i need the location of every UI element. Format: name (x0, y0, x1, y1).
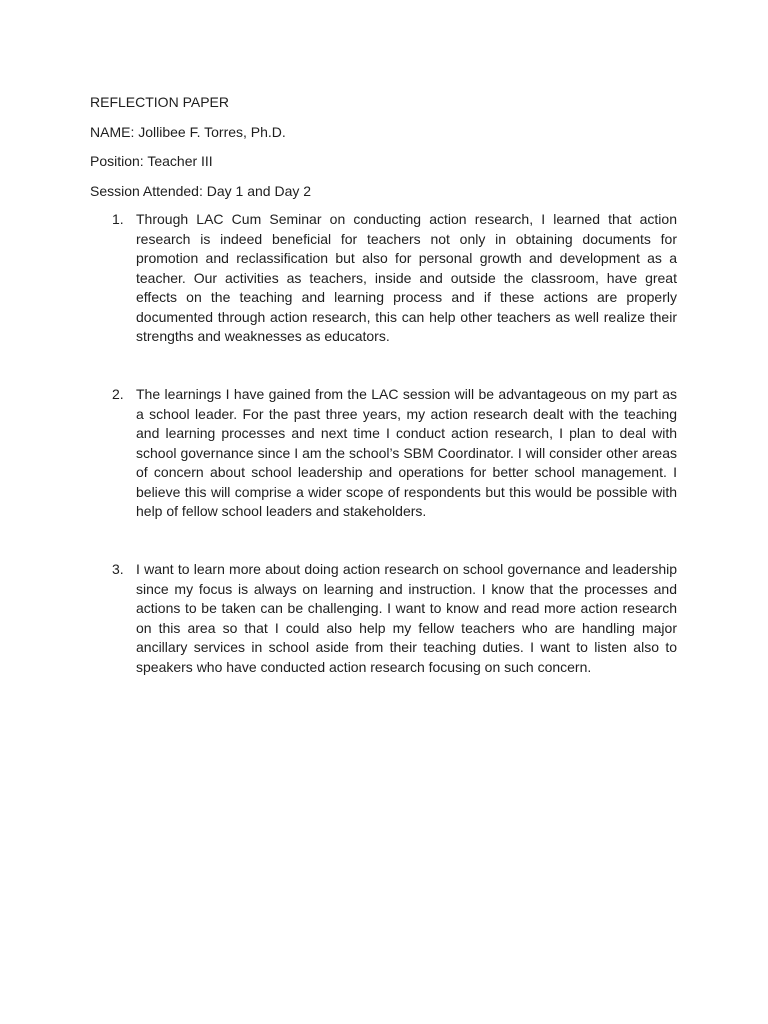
session-attended: Session Attended: Day 1 and Day 2 (90, 183, 312, 199)
author-name: NAME: Jollibee F. Torres, Ph.D. (90, 124, 286, 140)
item-number: 1. (112, 211, 124, 227)
item-number: 2. (112, 386, 124, 402)
author-position: Position: Teacher III (90, 153, 213, 169)
document-title: REFLECTION PAPER (90, 94, 229, 110)
item-number: 3. (112, 561, 124, 577)
reflection-item-3 (112, 560, 677, 677)
reflection-item-2 (112, 385, 677, 522)
item-text: I want to learn more about doing action research on school governance and leadership since my focus is always on learning and instruction. I know that the processes and actions to be taken can be challenging. I want to know and read more action research on this area so that I could also help my fellow teachers who are handling major ancillary services in school aside from their teaching duties. I want to listen also to speakers who have conducted action research focusing on such concern. (136, 561, 677, 675)
item-text: Through LAC Cum Seminar on conducting action research, I learned that action research is indeed beneficial for teachers not only in obtaining documents for promotion and reclassification but also for personal growth and development as a teacher. Our activities as teachers, inside and outside the classroom, have great effects on the teaching and learning process and if these actions are properly documented through action research, this can help other teachers as well realize their strengths and weaknesses as educators. (136, 211, 677, 344)
reflection-item-1 (112, 210, 677, 347)
item-text: The learnings I have gained from the LAC session will be advantageous on my part as a school leader. For the past three years, my action research dealt with the teaching and learning processes and next time I conduct action research, I plan to deal with school governance since I am the school’s SBM Coordinator. I will consider other areas of concern about school leadership and operations for better school management. I believe this will comprise a wider scope of respondents but this would be possible with help of fellow school leaders and stakeholders. (136, 386, 677, 519)
